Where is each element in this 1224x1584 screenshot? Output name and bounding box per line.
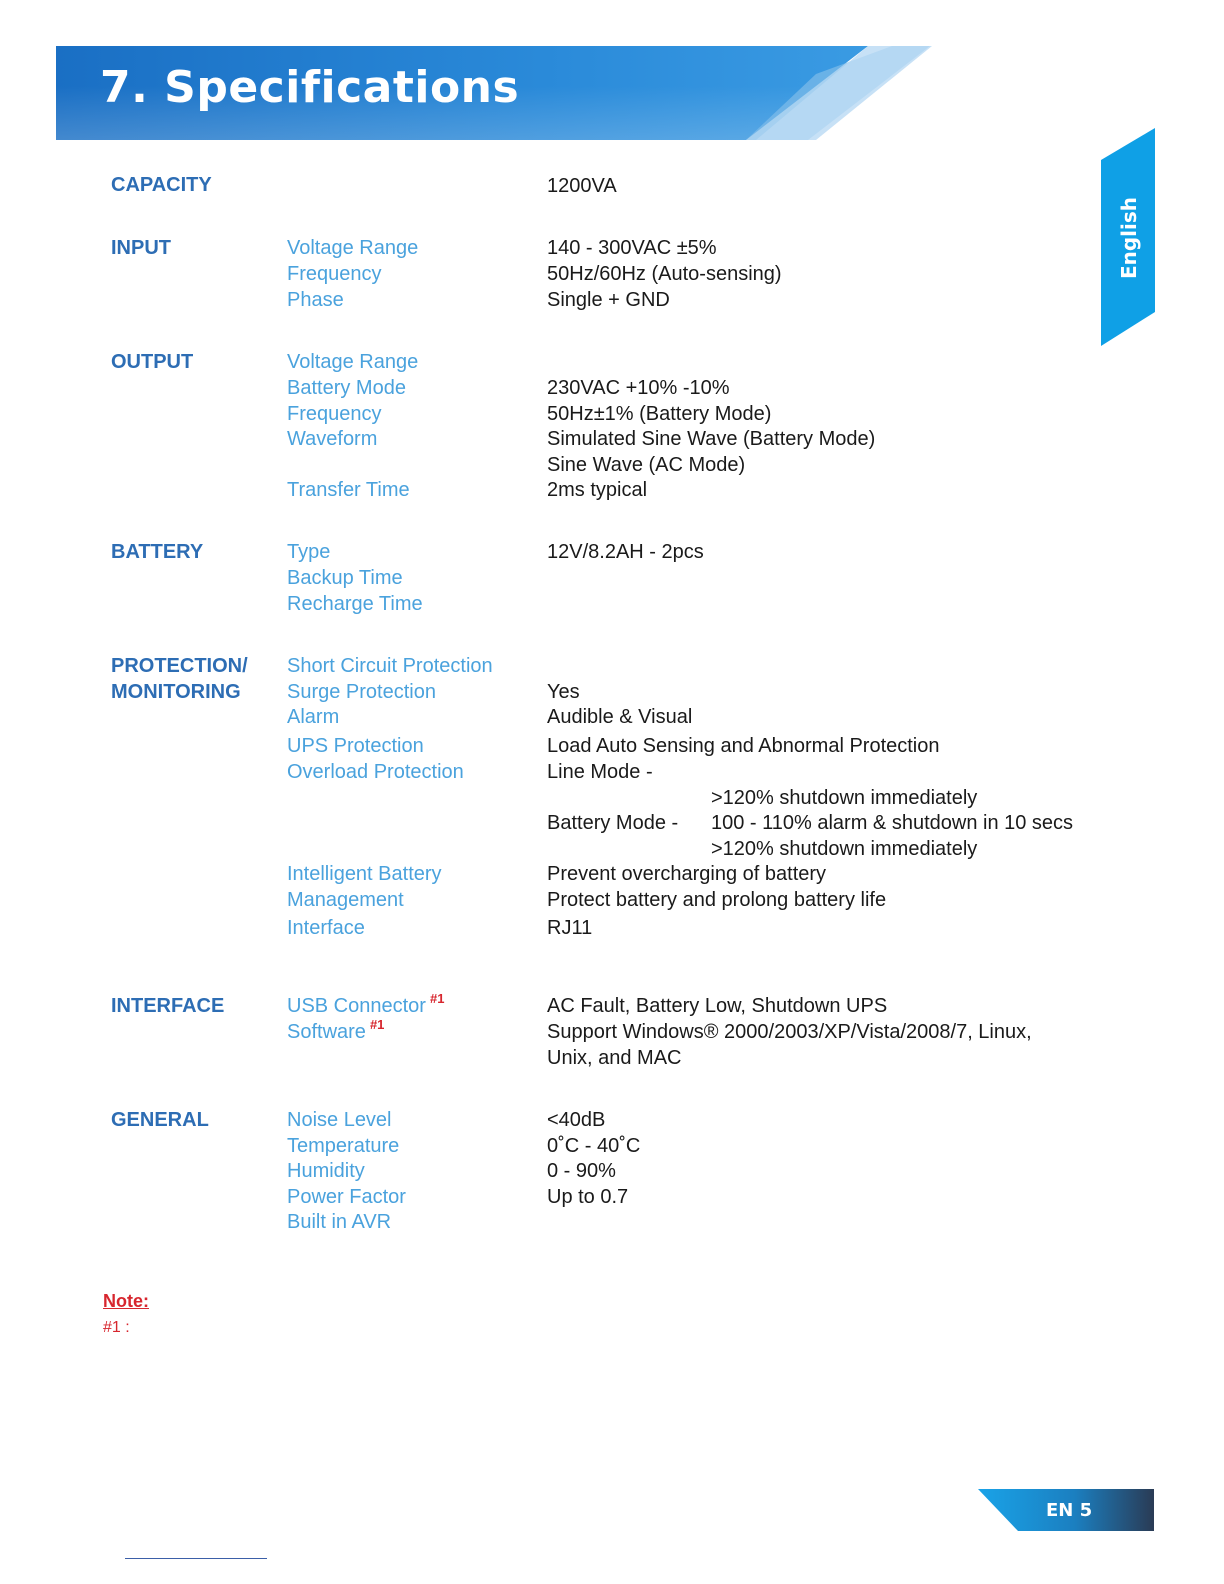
input-value: 50Hz/60Hz (Auto-sensing)	[547, 263, 782, 285]
protection-param: Interface	[287, 917, 365, 939]
page-number: EN 5	[1046, 1500, 1093, 1521]
category-output: OUTPUT	[111, 351, 194, 373]
general-value: Up to 0.7	[547, 1186, 629, 1208]
input-value: Single + GND	[547, 289, 670, 311]
general-value: 0˚C - 40˚C	[547, 1135, 641, 1157]
footnote-mark: #1	[429, 991, 445, 1006]
battery-param: Recharge Time	[287, 593, 423, 615]
interface-value: Support Windows® 2000/2003/XP/Vista/2008/7, Linux,	[547, 1021, 1032, 1043]
category-input: INPUT	[111, 237, 171, 259]
output-param: Voltage Range	[287, 351, 419, 373]
protection-param: Surge Protection	[287, 681, 436, 703]
input-param: Voltage Range	[287, 237, 419, 259]
protection-value: Audible & Visual	[547, 706, 693, 728]
category-protection: PROTECTION/	[111, 655, 248, 677]
protection-param: Intelligent Battery	[287, 863, 442, 885]
protection-param: Short Circuit Protection	[287, 655, 493, 677]
category-general: GENERAL	[111, 1109, 209, 1131]
output-value: Sine Wave (AC Mode)	[547, 454, 746, 476]
protection-value: >120% shutdown immediately	[711, 787, 978, 809]
capacity-value: 1200VA	[547, 175, 617, 197]
category-battery: BATTERY	[111, 541, 204, 563]
output-value: 2ms typical	[547, 479, 648, 501]
output-param: Waveform	[287, 428, 378, 450]
protection-value: Line Mode -	[547, 761, 653, 783]
category-capacity: CAPACITY	[111, 174, 212, 196]
input-param: Frequency	[287, 263, 382, 285]
protection-param: Overload Protection	[287, 761, 464, 783]
input-param: Phase	[287, 289, 344, 311]
battery-param: Backup Time	[287, 567, 403, 589]
battery-value: 12V/8.2AH - 2pcs	[547, 541, 704, 563]
output-value: 50Hz±1% (Battery Mode)	[547, 403, 772, 425]
interface-value: Unix, and MAC	[547, 1047, 682, 1069]
protection-param: Alarm	[287, 706, 340, 728]
protection-param: UPS Protection	[287, 735, 424, 757]
category-monitoring: MONITORING	[111, 681, 241, 703]
language-label: English	[1117, 196, 1141, 280]
protection-value: 100 - 110% alarm & shutdown in 10 secs	[711, 812, 1074, 834]
output-param: Battery Mode	[287, 377, 406, 399]
interface-param-label: USB Connector	[287, 995, 426, 1017]
general-param: Noise Level	[287, 1109, 392, 1131]
general-value: <40dB	[547, 1109, 606, 1131]
page-title: 7. Specifications	[100, 62, 520, 113]
protection-value: Load Auto Sensing and Abnormal Protection	[547, 735, 940, 757]
general-value: 0 - 90%	[547, 1160, 616, 1182]
protection-value: >120% shutdown immediately	[711, 838, 978, 860]
interface-param	[287, 1017, 385, 1043]
input-value: 140 - 300VAC ±5%	[547, 237, 717, 259]
output-value: Simulated Sine Wave (Battery Mode)	[547, 428, 876, 450]
interface-value: AC Fault, Battery Low, Shutdown UPS	[547, 995, 888, 1017]
general-param: Built in AVR	[287, 1211, 392, 1233]
interface-param-label: Software	[287, 1021, 366, 1043]
output-value: 230VAC +10% -10%	[547, 377, 730, 399]
protection-value: Protect battery and prolong battery life	[547, 889, 887, 911]
protection-value: RJ11	[547, 917, 593, 939]
protection-value: Yes	[547, 681, 580, 703]
protection-param: Management	[287, 889, 404, 911]
general-param: Humidity	[287, 1160, 365, 1182]
protection-value: Battery Mode -	[547, 812, 679, 834]
header-banner	[56, 46, 932, 140]
category-interface: INTERFACE	[111, 995, 225, 1017]
note-item: #1 :	[103, 1319, 130, 1336]
interface-param	[287, 991, 445, 1017]
footnote-mark: #1	[369, 1017, 385, 1032]
note-title: Note:	[103, 1291, 149, 1311]
battery-param: Type	[287, 541, 331, 563]
footer-divider	[125, 1558, 267, 1559]
output-param: Frequency	[287, 403, 382, 425]
general-param: Temperature	[287, 1135, 400, 1157]
protection-value: Prevent overcharging of battery	[547, 863, 827, 885]
general-param: Power Factor	[287, 1186, 406, 1208]
output-param: Transfer Time	[287, 479, 410, 501]
